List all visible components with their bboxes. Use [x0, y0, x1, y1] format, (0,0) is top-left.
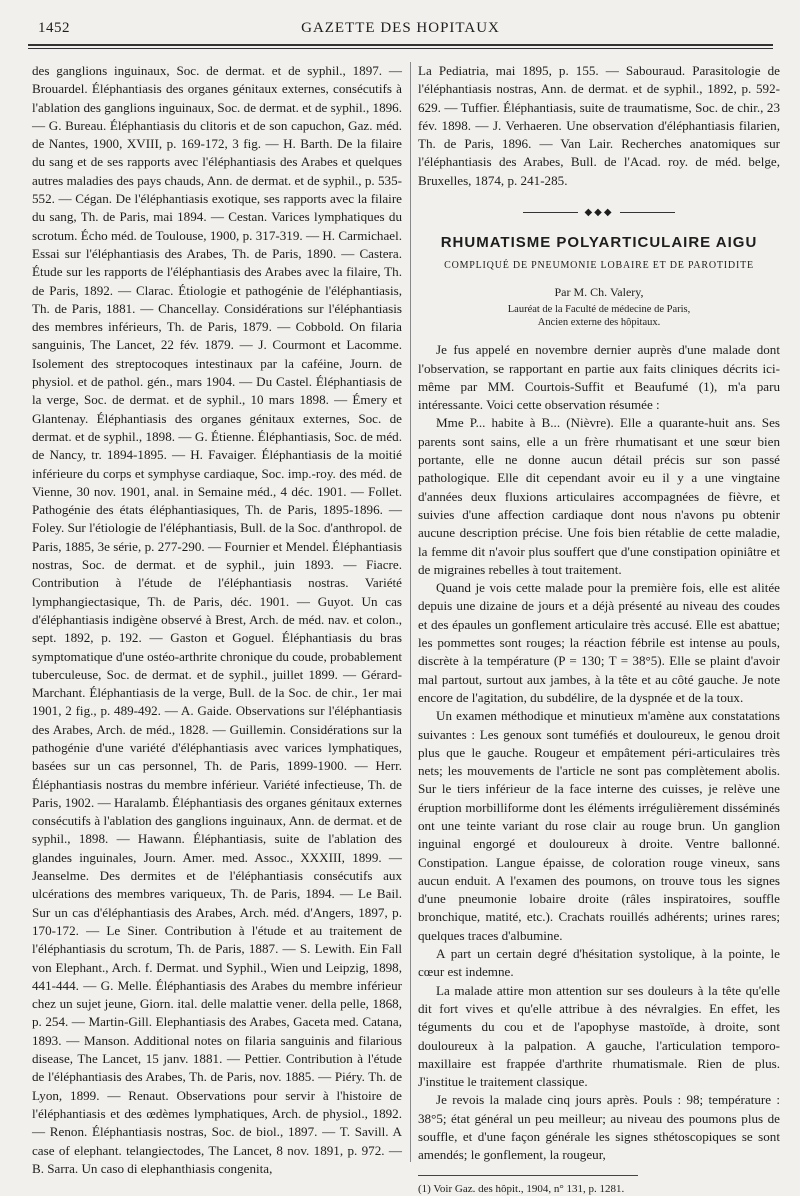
- section-ornament: ◆◆◆: [418, 204, 780, 222]
- paragraph: A part un certain degré d'hésitation systolique, à la pointe, le cœur est indemne.: [418, 946, 780, 980]
- header-rule: [28, 44, 773, 46]
- author-affiliation-secondary: Ancien externe des hôpitaux.: [537, 317, 661, 329]
- footnote-rule: [418, 1175, 638, 1176]
- paragraph: Un examen méthodique et minutieux m'amène aux constatations suivantes : Les genoux sont tuméfiés et douloureux, le genou droit plus que le gauche. Rougeur et empâtement péri-articulaires très nets; les mouvements de l'article ne sont pas complètement abolis. Sur le tiers inférieur de la face interne des cuisses, je relève une éruption morbilliforme dont les éléments irrégulièrement disséminés ont une teinte variant du rose clair au rouge brun. Un ganglion inguinal engorgé et douloureux à droite. Ventre ballonné. Constipation. Langue épaisse, de coloration rouge vineux, sans aucun enduit. A l'examen des poumons, on trouve tous les signes d'une pneumonie lobaire droite (râles inspiratoires, souffle bronchique, matité, etc.). Crachats rouillés adhérents; urines rares; quelques traces d'albumine.: [418, 708, 780, 943]
- article-title: RHUMATISME POLYARTICULAIRE AIGU: [440, 234, 758, 252]
- page-header: [28, 12, 773, 52]
- right-column: [418, 62, 780, 1195]
- paragraph: Quand je vois cette malade pour la première fois, elle est alitée depuis une dizaine de jours et a déjà présenté au niveau des coudes et des épaules un gonflement articulaire très accusé. Elle est abattue; les pommettes sont rouges; la réaction fébrile est intense au pouls, discrète à la température (P = 130; T = 38°5). Elle se plaint d'avoir mal partout, surtout aux jambes, à la tête et au côté gauche. Je note encore de l'agitation, du subdélire, de la dyspnée et de la toux.: [418, 580, 780, 705]
- paragraph: Je fus appelé en novembre dernier auprès d'une malade dont l'observation, se rapportant en partie aux faits cliniques décrits ici-même par MM. Courtois-Suffit et Beaufumé (1), m'a paru intéressante. Voici cette observation résumée :: [418, 342, 780, 413]
- article-author: Par M. Ch. Valery,: [554, 284, 644, 299]
- paragraph: Je revois la malade cinq jours après. Pouls : 98; température : 38°5; état général un peu meilleur; au niveau des poumons plus de souffle, et d'une façon générale les signes sthétoscopiques se sont amendés; le gonflement, la rougeur,: [418, 1092, 780, 1163]
- header-rule-thin: [28, 48, 773, 49]
- paragraph: Mme P... habite à B... (Nièvre). Elle a quarante-huit ans. Ses parents sont sains, elle a un frère rhumatisant et une sœur bien portante, elle ne donne aucun détail précis sur son passé pathologique. Elle dit cependant avoir eu il y a une vingtaine d'années deux fluxions articulaires accompagnées de fièvre, et suivies d'une affection cardiaque dont nous n'avons pu obtenir aucune description précise. Une fois bien rétablie de cette maladie, la femme dit n'avoir plus souffert que d'une constipation opiniâtre et de migraines rebelles à tout traitement.: [418, 415, 780, 577]
- footnote: (1) Voir Gaz. des hôpit., 1904, n° 131, p. 1281.: [418, 1182, 625, 1195]
- running-head: GAZETTE DES HOPITAUX: [301, 20, 500, 36]
- bibliography-continuation: La Pediatria, mai 1895, p. 155. — Sabouraud. Parasitologie de l'éléphantiasis nostras, Ann. de dermat. et de syphil., 1892, p. 592-629. — Tuffier. Éléphantiasis, suite de traumatisme, Soc. de chir., 23 fév. 1898. — J. Verhaeren. Une observation d'éléphantiasis filarien, Th. de Paris, 1896. — Van Lair. Recherches anatomiques sur l'éléphantiasis des Arabes, Bull. de l'Acad. roy. de méd. belge, Bruxelles, 1874, p. 241-285.: [418, 63, 780, 188]
- bibliography-text: des ganglions inguinaux, Soc. de dermat. et de syphil., 1897. — Brouardel. Éléphantiasis des organes génitaux externes, consécutifs à l'ablation des ganglions inguinaux, Soc. de dermat. et de syphil., 1896. — G. Bureau. Éléphantiasis du clitoris et de son capuchon, Gaz. méd. de Nantes, 1900, XVIII, p. 169-172, 3 fig. — H. Barth. De la filaire du sang et de ses rapports avec l'éléphantiasis des Arabes et quelques autres maladies des pays chauds, Ann. de dermat. et de syphil., p. 535-552. — Cégan. De l'éléphantiasis exotique, ses rapports avec la filaire du sang, Th. de Paris, mai 1894. — Cestan. Varices lymphatiques du scrotum. Écho méd. de Toulouse, 1900, p. 317-319. — H. Carmichael. Essai sur l'éléphantiasis des Arabes, Th. de Paris, 1890. — Castera. Étude sur les rapports de l'éléphantiasis des Arabes avec la filaire, Th. de Paris, 1892. — Clarac. Étiologie et pathogénie de l'éléphantiasis, Th. de Paris, 1881. — Chancellay. Considérations sur l'éléphantiasis des membres inférieurs, Th. de Paris, 1879. — Cobbold. On filaria sanguinis, The Lancet, 22 fév. 1879. — J. Courmont et Lacomme. Isolement des streptocoques intestinaux par la caféine, Journ. de physiol. et de pathol. gén., mars 1904. — Du Castel. Éléphantiasis de la verge, Soc. de dermat. et de syphil., 10 mars 1898. — Émery et Glantenay. Éléphantiasis des organes génitaux externes, Soc. de dermat. et de syphil., 1898. — G. Étienne. Éléphantiasis, Soc. de méd. de Nancy, tr. 1894-1895. — H. Favaiger. Éléphantiasis de la moitié inférieure du corps et symphyse cardiaque, Soc. imp.-roy. des méd. de Vienne, 30 nov. 1901, anal. in Semaine méd., 4 déc. 1901. — Follet. Pathogénie des états éléphantiasiques, Th. de Paris, 1895-1896. — Foley. Sur l'étiologie de l'éléphantiasis, Bull. de la Soc. d'anthropol. de Paris, 1885, 3e série, p. 277-290. — Fournier et Mendel. Éléphantiasis nostras, Soc. de dermat. et de syphil., juin 1893. — Fiacre. Contribution à l'étude de l'éléphantiasis nostras. Variété lymphangiectasique, Th. de Paris, déc. 1901. — Guyot. Un cas d'éléphantiasis indigène observé à Brest, Arch. de méd. nav. et colon., sept. 1892, p. 192. — Gaston et Goguel. Éléphantiasis du bras symptomatique d'une ostéo-arthrite chronique du coude, probablement tuberculeuse, Soc. de dermat. et de syphil., juillet 1899. — Gérard-Marchant. Éléphantiasis de la verge, Bull. de la Soc. de chir., 1er mai 1901, 2 fig., p. 489-492. — A. Gaide. Observations sur l'éléphantiasis des Arabes, Arch. de méd., 1828. — Guillemin. Considérations sur la pathogénie d'une variété d'éléphantiasis avec varices lymphatiques, basées sur un cas personnel, Th. de Paris, 1899-1900. — Herr. Éléphantiasis nostras du membre inférieur. Variété infectieuse, Th. de Paris, 1902. — Haralamb. Éléphantiasis des organes génitaux externes consécutifs à l'ablation des ganglions inguinaux, Ann. de dermat. et de syphil., 1898. — Hawann. Éléphantiasis, suite de l'ablation des glandes inguinales, Journ. Amer. med. Assoc., XXXIII, 1899. — Jeanselme. Des dermites et de l'éléphantiasis consécutifs aux ulcérations des membres variqueux, Th. de Paris, 1894. — Le Bail. Sur un cas d'éléphantiasis des Arabes, Arch. méd. d'Angers, 1897, p. 170-172. — Le Siner. Contribution à l'étude et au traitement de l'éléphantiasis du scrotum, Th. de Paris, 1887. — S. Lewith. Ein Fall von Elephant., Arch. f. Dermat. und Syphil., Wien und Leipzig, 1898, 441-444. — G. Melle. Éléphantiasis des Arabes du membre inférieur chez un sujet jeune, Giorn. ital. delle malattie vener. della pelle, 1868, p. 254. — Martin-Gill. Elephantiasis des Arabes, Gaceta med. Catana, 1893. — Manson. Additional notes on filaria sanguinis and filarious disease, The Lancet, 15 janv. 1881. — Pettier. Contribution à l'étude de l'éléphantiasis des Arabes, Th. de Paris, nov. 1885. — Piéry. Th. de Lyon, 1899. — Renaut. Observations pour servir à l'histoire de l'éléphantiasis et des œdèmes lymphatiques, Arch. de physiol., 1892. — Renon. Éléphantiasis nostras, Soc. de biol., 1897. — T. Savill. A case of elephant. telangiectodes, The Lancet, 8 nov. 1891, p. 972. — B. Sarra. Un caso di elephanthiasis congenita,: [32, 63, 402, 1176]
- left-column: [32, 62, 402, 1176]
- author-affiliation: Lauréat de la Faculté de médecine de Paris,: [507, 304, 691, 316]
- paragraph: La malade attire mon attention sur ses douleurs à la tête qu'elle dit fort vives et qu'elle attribue à des névralgies. En effet, les téguments du cou et de l'apophyse mastoïde, à droite, sont douloureux à la palpation. A gauche, l'articulation temporo-maxillaire est frappée d'arthrite rhumatismale. Rien de plus. J'institue le traitement classique.: [418, 982, 780, 1090]
- column-divider: [410, 62, 411, 1162]
- article-subtitle: COMPLIQUÉ DE PNEUMONIE LOBAIRE ET DE PAROTIDITE: [444, 259, 754, 271]
- page-number: 1452: [38, 20, 70, 36]
